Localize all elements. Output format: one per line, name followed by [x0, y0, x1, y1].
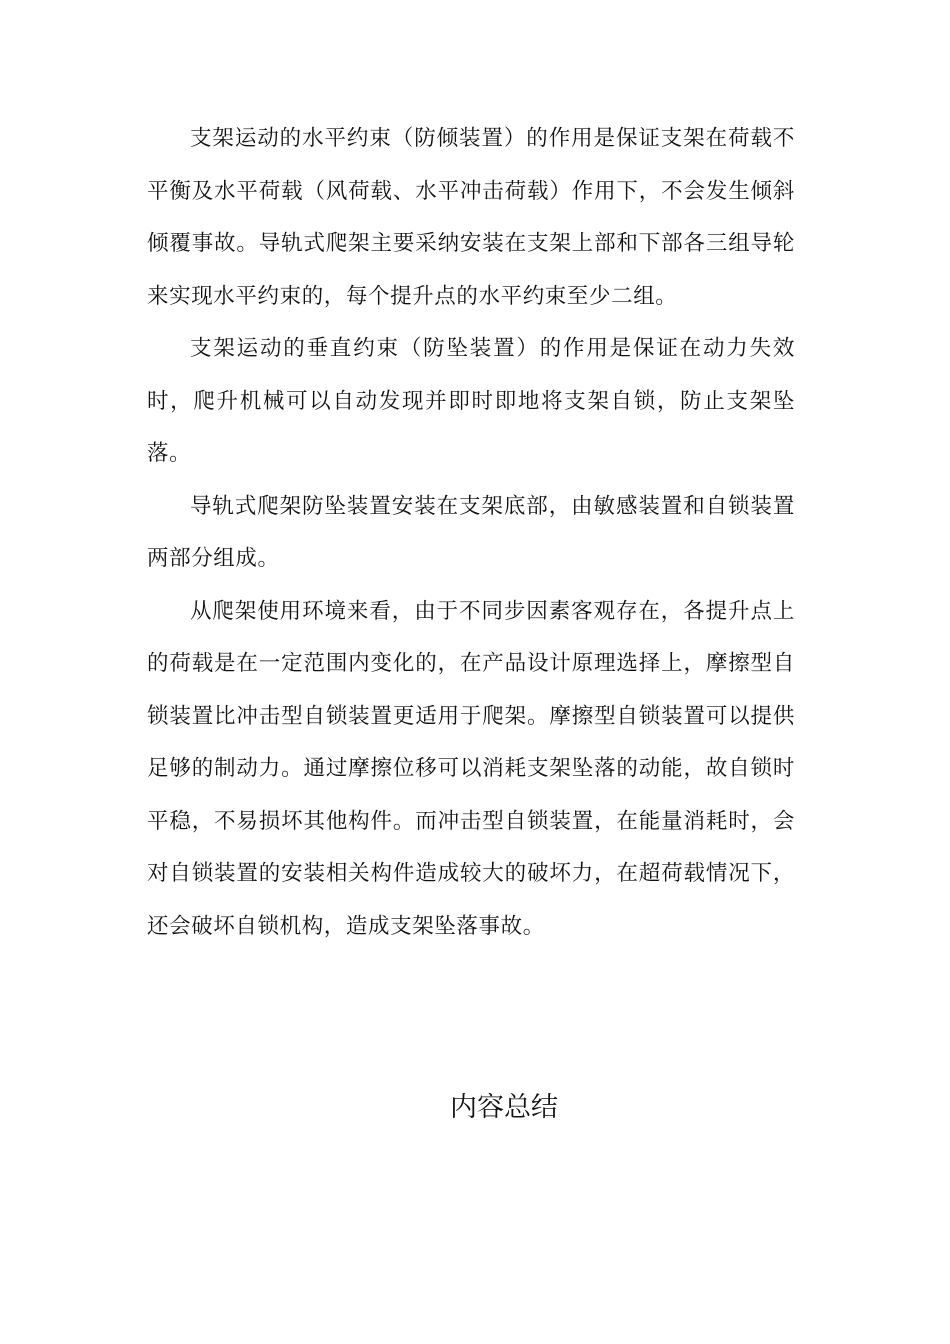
paragraph-horizontal-constraint: 支架运动的水平约束（防倾装置）的作用是保证支架在荷载不平衡及水平荷载（风荷载、水平冲击荷载）作用下，不会发生倾斜倾覆事故。导轨式爬架主要采纳安装在支架上部和下部各三组导轮来实现水平约束的，每个提升点的水平约束至少二组。: [147, 126, 795, 309]
paragraph-vertical-constraint: 支架运动的垂直约束（防坠装置）的作用是保证在动力失效时，爬升机械可以自动发现并即时即地将支架自锁，防止支架坠落。: [147, 336, 795, 466]
paragraph-anti-fall-device: 导轨式爬架防坠装置安装在支架底部，由敏感装置和自锁装置两部分组成。: [147, 493, 795, 571]
paragraph-self-lock-comparison: 从爬架使用环境来看，由于不同步因素客观存在，各提升点上的荷载是在一定范围内变化的，在产品设计原理选择上，摩擦型自锁装置比冲击型自锁装置更适用于爬架。摩擦型自锁装置可以提供足够的制动力。通过摩擦位移可以消耗支架坠落的动能，故自锁时平稳，不易损坏其他构件。而冲击型自锁装置，在能量消耗时，会对自锁装置的安装相关构件造成较大的破坏力，在超荷载情况下，还会破坏自锁机构，造成支架坠落事故。: [147, 598, 795, 939]
document-body: [147, 113, 795, 953]
summary-heading: 内容总结: [450, 1092, 558, 1123]
